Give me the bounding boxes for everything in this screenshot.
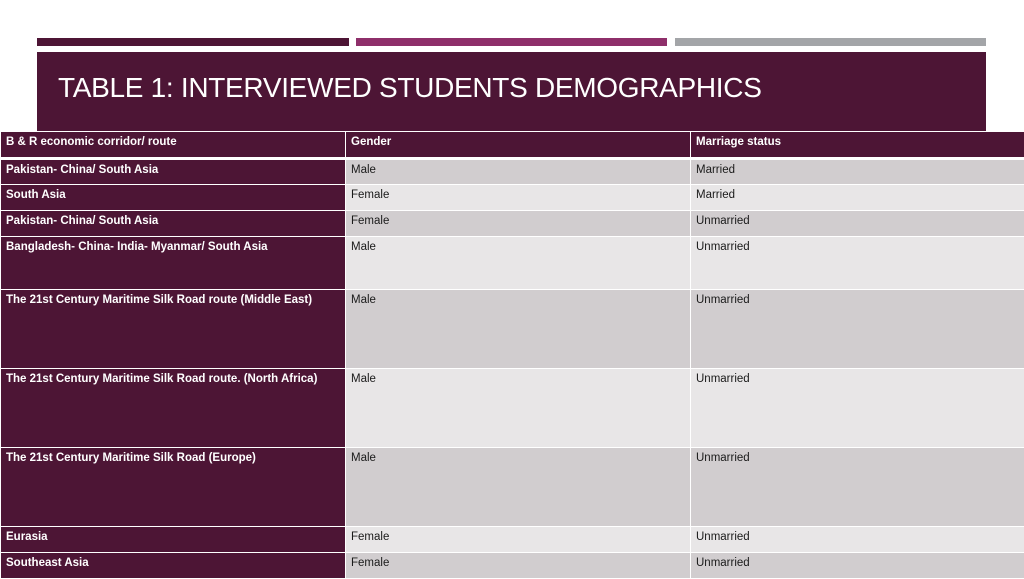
route-cell: The 21st Century Maritime Silk Road (Europe) <box>1 448 346 527</box>
table-row <box>1 553 1024 579</box>
accent-bar-gray <box>675 38 986 46</box>
gender-cell: Female <box>346 527 691 553</box>
marriage-status-cell: Unmarried <box>691 553 1024 579</box>
route-cell: Eurasia <box>1 527 346 553</box>
gender-cell: Male <box>346 369 691 448</box>
header-gender: Gender <box>346 132 691 159</box>
gender-cell: Male <box>346 290 691 369</box>
title-band <box>37 52 986 131</box>
accent-bar-dark <box>37 38 349 46</box>
gender-cell: Female <box>346 553 691 579</box>
marriage-status-cell: Unmarried <box>691 369 1024 448</box>
page-title: TABLE 1: INTERVIEWED STUDENTS DEMOGRAPHICS <box>58 72 762 104</box>
gender-cell: Male <box>346 159 691 185</box>
table-header-row <box>1 132 1024 159</box>
table-row <box>1 237 1024 290</box>
marriage-status-cell: Married <box>691 185 1024 211</box>
route-cell: Pakistan- China/ South Asia <box>1 211 346 237</box>
table-row <box>1 185 1024 211</box>
gender-cell: Male <box>346 448 691 527</box>
gender-cell: Male <box>346 237 691 290</box>
marriage-status-cell: Unmarried <box>691 290 1024 369</box>
route-cell: South Asia <box>1 185 346 211</box>
route-cell: Pakistan- China/ South Asia <box>1 159 346 185</box>
route-cell: The 21st Century Maritime Silk Road route. (North Africa) <box>1 369 346 448</box>
table-row <box>1 159 1024 185</box>
route-cell: The 21st Century Maritime Silk Road route (Middle East) <box>1 290 346 369</box>
marriage-status-cell: Unmarried <box>691 448 1024 527</box>
accent-bar-magenta <box>356 38 667 46</box>
table-row <box>1 527 1024 553</box>
table-row <box>1 211 1024 237</box>
marriage-status-cell: Unmarried <box>691 527 1024 553</box>
marriage-status-cell: Unmarried <box>691 237 1024 290</box>
demographics-table <box>0 131 1024 579</box>
table-row <box>1 448 1024 527</box>
route-cell: Southeast Asia <box>1 553 346 579</box>
gender-cell: Female <box>346 211 691 237</box>
table-row <box>1 369 1024 448</box>
gender-cell: Female <box>346 185 691 211</box>
header-route: B & R economic corridor/ route <box>1 132 346 159</box>
marriage-status-cell: Unmarried <box>691 211 1024 237</box>
header-marriage-status: Marriage status <box>691 132 1024 159</box>
table-row <box>1 290 1024 369</box>
route-cell: Bangladesh- China- India- Myanmar/ South Asia <box>1 237 346 290</box>
marriage-status-cell: Married <box>691 159 1024 185</box>
